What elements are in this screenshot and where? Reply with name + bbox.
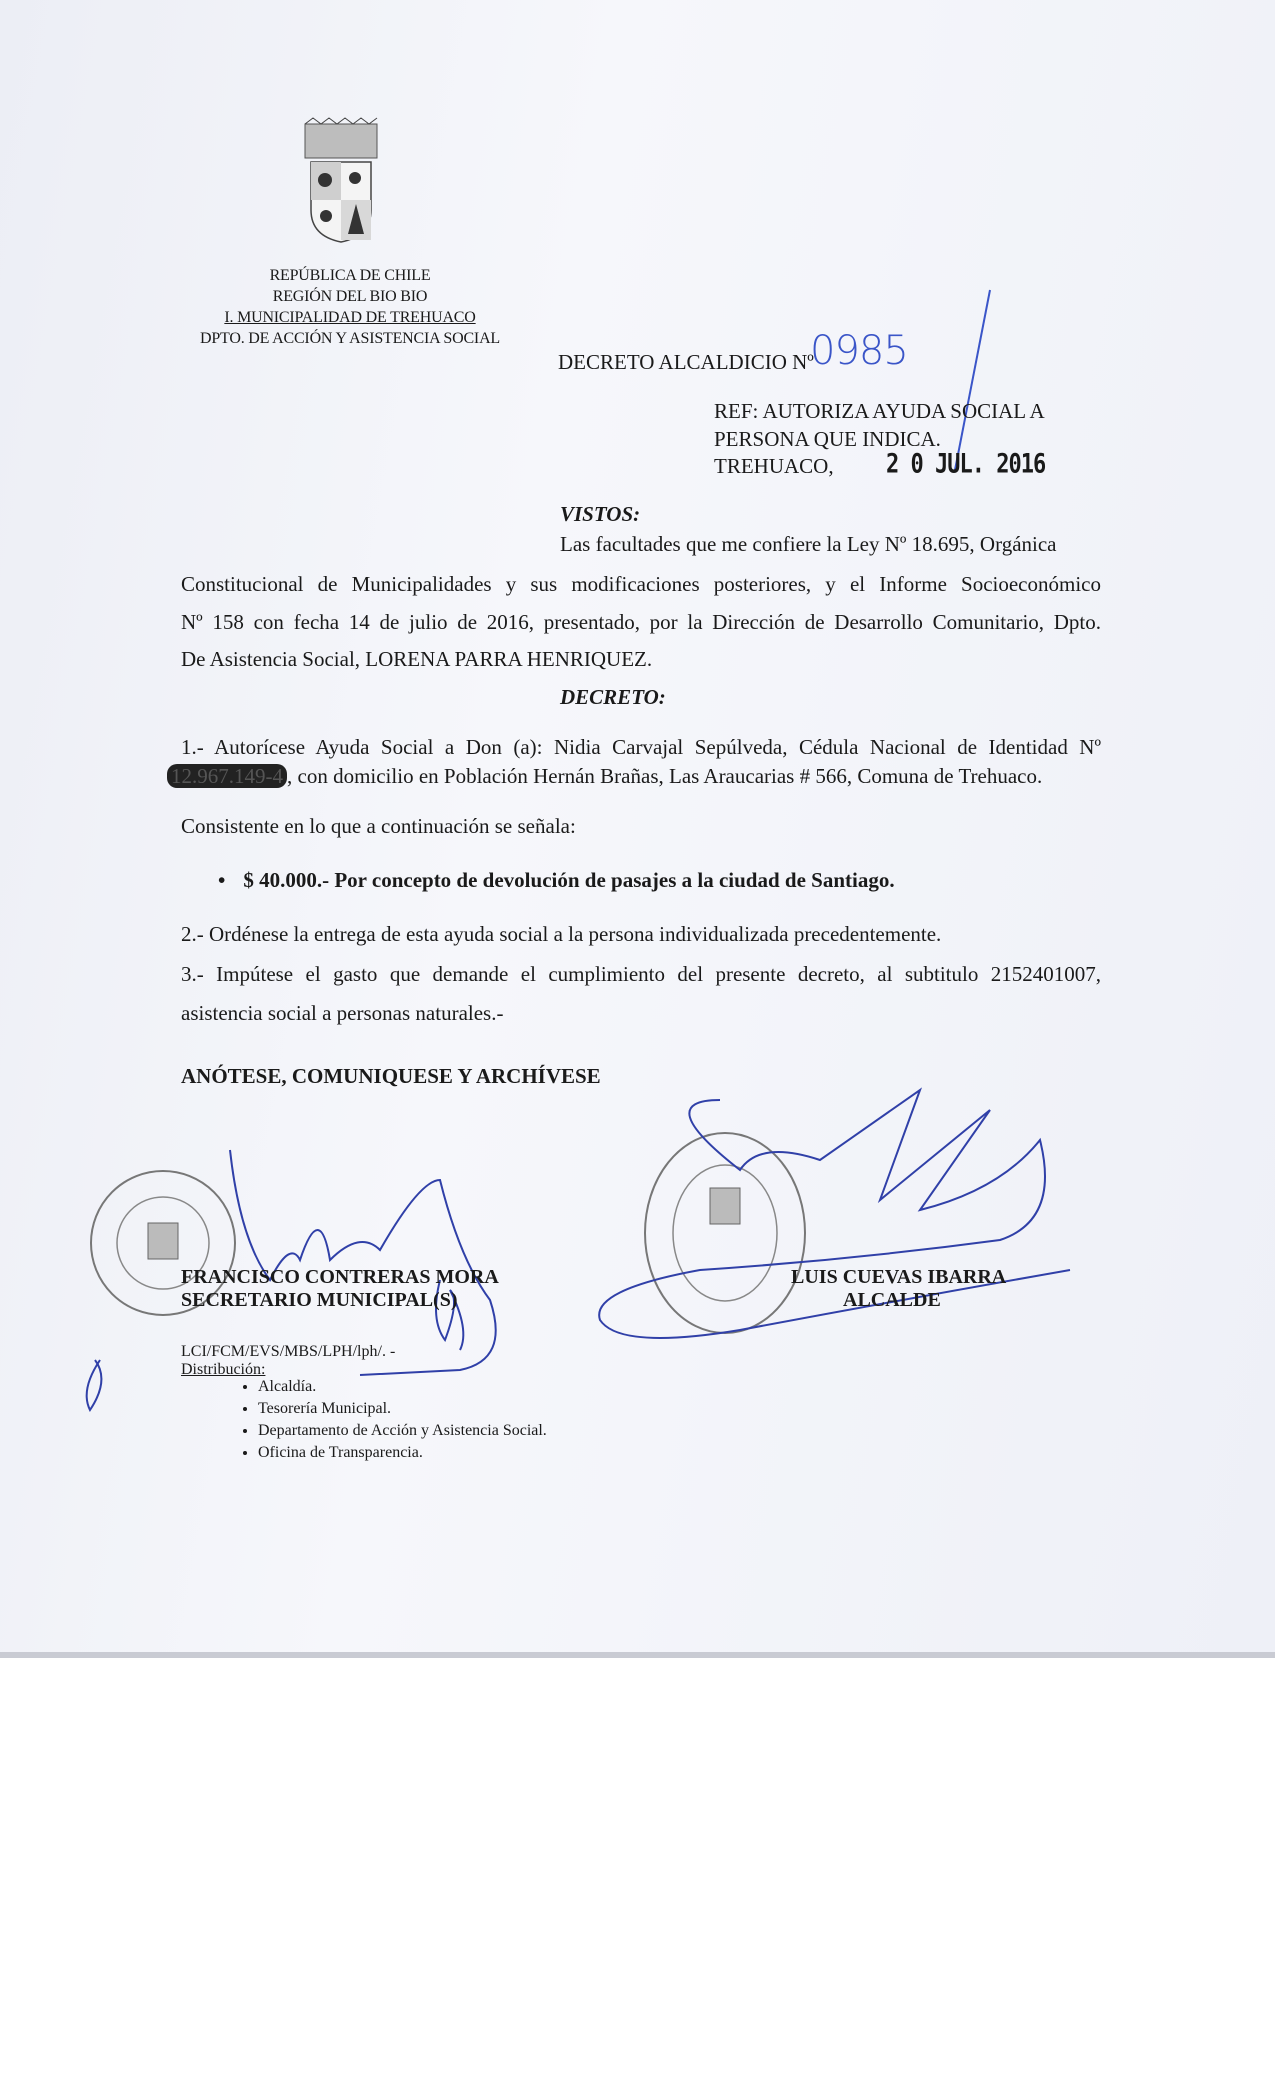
decree-title: DECRETO ALCALDICIO Nº [558, 350, 814, 374]
secretary-name: FRANCISCO CONTRERAS MORA [181, 1266, 499, 1288]
distribution-item: • Oficina de Transparencia. [258, 1444, 547, 1462]
item-3-line-2: asistencia social a personas naturales.- [181, 1001, 504, 1025]
closing-text: ANÓTESE, COMUNIQUESE Y ARCHÍVESE [181, 1064, 601, 1088]
mayor-name: LUIS CUEVAS IBARRA [791, 1266, 1007, 1288]
decree-number-handwritten: 0985 [810, 328, 908, 374]
place: TREHUACO, [714, 454, 834, 478]
item-1-line-1: 1.- Autorícese Ayuda Social a Don (a): Nidia Carvajal Sepúlveda, Cédula Nacional de Identidad Nº [181, 735, 1101, 759]
decreto-heading: DECRETO: [560, 685, 666, 709]
vistos-line-2: Constitucional de Municipalidades y sus modificaciones posteriores, y el Informe Socioeconómico [181, 572, 1101, 596]
header-department: DPTO. DE ACCIÓN Y ASISTENCIA SOCIAL [200, 330, 500, 347]
redacted-id: 12.967.149-4 [167, 764, 287, 788]
ref-line-1: REF: AUTORIZA AYUDA SOCIAL A [714, 399, 1045, 423]
header-republic: REPÚBLICA DE CHILE [269, 267, 431, 284]
header-region: REGIÓN DEL BIO BIO [272, 288, 428, 305]
distribution-item: • Tesorería Municipal. [258, 1400, 547, 1418]
vistos-line-1: Las facultades que me confiere la Ley Nº 18.695, Orgánica [560, 532, 1057, 556]
distribution-item: • Alcaldía. [258, 1378, 547, 1396]
ref-line-2: PERSONA QUE INDICA. [714, 427, 941, 451]
distribution-label: Distribución: [181, 1361, 266, 1378]
distribution-list [198, 1378, 547, 1466]
vistos-line-4: De Asistencia Social, LORENA PARRA HENRIQUEZ. [181, 647, 653, 671]
mayor-title: ALCALDE [843, 1289, 941, 1311]
secretary-title: SECRETARIO MUNICIPAL(S) [181, 1289, 458, 1311]
distribution-item: • Departamento de Acción y Asistencia Social. [258, 1422, 547, 1440]
header-municipality: I. MUNICIPALIDAD DE TREHUACO [224, 309, 476, 326]
consistente-text: Consistente en lo que a continuación se señala: [181, 814, 576, 838]
vistos-line-3: Nº 158 con fecha 14 de julio de 2016, presentado, por la Dirección de Desarrollo Comunitario, Dpto. [181, 610, 1101, 634]
item-2: 2.- Ordénese la entrega de esta ayuda social a la persona individualizada precedentemente. [181, 922, 942, 946]
initials: LCI/FCM/EVS/MBS/LPH/lph/. - [181, 1343, 396, 1360]
item-3-line-1: 3.- Impútese el gasto que demande el cumplimiento del presente decreto, al subtitulo 2152401007, [181, 962, 1101, 986]
date-stamp: 2 0 JUL. 2016 [886, 449, 1046, 480]
bullet-item: • $ 40.000.- Por concepto de devolución de pasajes a la ciudad de Santiago. [218, 868, 895, 892]
item-1-line-2: 12.967.149-4 , con domicilio en Población Hernán Brañas, Las Araucarias # 566, Comuna de Trehuaco. [181, 764, 1042, 789]
vistos-heading: VISTOS: [560, 502, 641, 526]
